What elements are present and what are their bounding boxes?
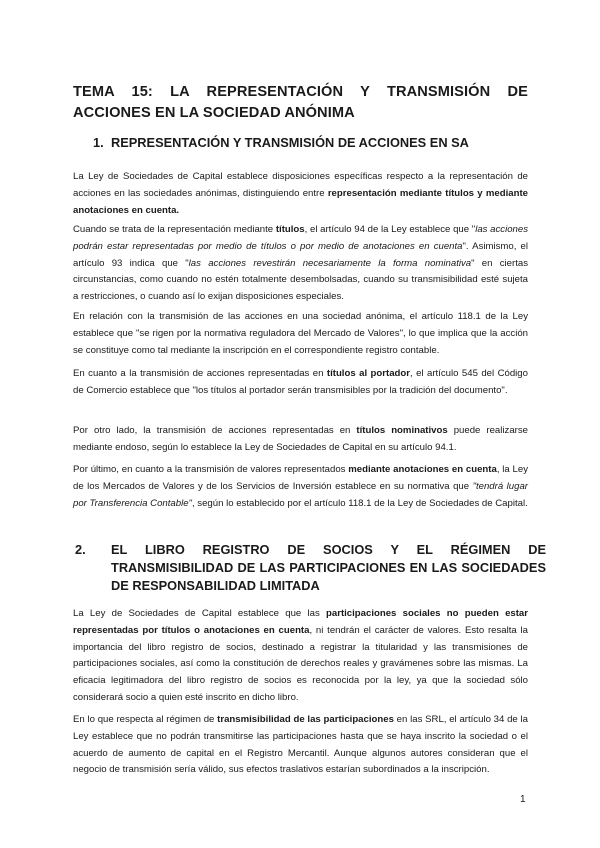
p6-text-c: , la Ley de los Mercados de Valores y de los Servicios de Inversión establece en su normativa que xyxy=(73,464,528,492)
p7-text-c: , ni tendrán el carácter de valores. Esto resalta la importancia del libro registro de socios, destinado a registrar la titularidad y las transmisiones de participaciones sociales, así como la constitución de derechos reales y gravámenes sobre las mismas. La eficacia legitimadora del libro registro de socios es reconocida por la ley, ya que la sociedad sólo considerará socio a quien esté inscrito en dicho libro. xyxy=(73,624,528,703)
p5-bold: títulos nominativos xyxy=(356,425,448,436)
p7-bold: participaciones sociales no pueden estar representadas por títulos o anotaciones en cuenta xyxy=(73,608,529,636)
paragraph-7 xyxy=(73,606,528,707)
section-2-heading xyxy=(75,541,546,595)
section-2-title: EL LIBRO REGISTRO DE SOCIOS Y EL RÉGIMEN DE TRANSMISIBILIDAD DE LAS PARTICIPACIONES EN LAS SOCIEDADES DE RESPONSABILIDAD LIMITADA xyxy=(111,542,546,593)
p6-text-e: , según lo establecido por el artículo 118.1 de la Ley de Sociedades de Capital. xyxy=(191,497,528,509)
p6-text: Por último, en cuanto a la transmisión de valores representados xyxy=(73,464,349,475)
paragraph-3: En relación con la transmisión de las acciones en una sociedad anónima, el artículo 118.1 de la Ley establece que "se rigen por la normativa reguladora del Mercado de Valores", lo que implica que la acción se constituye como tal mediante la inscripción en el correspondiente registro contable. xyxy=(73,311,528,356)
paragraph-4 xyxy=(73,366,528,400)
paragraph-1 xyxy=(73,169,528,219)
p6-italic-quote: "tendrá lugar por Transferencia Contable" xyxy=(73,480,528,509)
paragraph-6 xyxy=(73,462,528,512)
p8-bold: transmisibilidad de las participaciones xyxy=(217,714,394,725)
p2-text-c: , el artículo 94 de la Ley establece que " xyxy=(304,224,476,235)
p2-text-g: " en ciertas circunstancias, como cuando no estén totalmente desembolsadas, cuando su transmisibilidad esté sujeta a restricciones, o cuando así lo exijan disposiciones especiales. xyxy=(73,257,528,303)
p1-text: La Ley de Sociedades de Capital establece disposiciones específicas respecto a la representación de acciones en las sociedades anónimas, distinguiendo entre xyxy=(73,171,528,199)
p2-text-a: Cuando se trata de la representación mediante xyxy=(73,224,276,235)
p4-text: En cuanto a la transmisión de acciones representadas en xyxy=(73,368,327,379)
section-1-title: REPRESENTACIÓN Y TRANSMISIÓN DE ACCIONES EN SA xyxy=(111,135,469,150)
section-1-heading xyxy=(93,134,533,152)
p6-bold: mediante anotaciones en cuenta xyxy=(348,464,497,475)
p2-text-e: ". Asimismo, el artículo 93 indica que " xyxy=(73,240,528,269)
paragraph-5 xyxy=(73,423,528,457)
paragraph-2 xyxy=(73,222,528,306)
p2-bold: títulos xyxy=(275,224,305,235)
p8-text: En lo que respecta al régimen de xyxy=(73,714,218,725)
page-number: 1 xyxy=(520,794,526,805)
paragraph-8 xyxy=(73,712,528,779)
p4-text-c: , el artículo 545 del Código de Comercio establece que "los títulos al portador serán transmisibles por la tradición del documento". xyxy=(73,368,528,396)
p4-bold: títulos al portador xyxy=(326,368,410,379)
p2-italic-quote-2: las acciones revestirán necesariamente la forma nominativa xyxy=(188,257,472,269)
p8-text-c: en las SRL, el artículo 34 de la Ley establece que no podrán transmitirse las participaciones hasta que se haya inscrito la sociedad o el acuerdo de aumento de capital en el Registro Mercantil. Aunque algunos autores consideran que el negocio de transmisión sería válido, sus efectos traslativos estarían subordinados a la inscripción. xyxy=(73,714,528,776)
section-2-number: 2. xyxy=(75,542,86,557)
p2-italic-quote: las acciones podrán estar representadas por medio de títulos o por medio de anotaciones en cuenta xyxy=(73,224,529,252)
p5-text: Por otro lado, la transmisión de acciones representadas en xyxy=(73,425,357,436)
document-title: TEMA 15: LA REPRESENTACIÓN Y TRANSMISIÓN DE ACCIONES EN LA SOCIEDAD ANÓNIMA xyxy=(73,84,528,121)
p7-text: La Ley de Sociedades de Capital establece que las xyxy=(73,608,327,619)
p1-bold: representación mediante títulos y mediante anotaciones en cuenta. xyxy=(73,187,528,216)
section-1-number: 1. xyxy=(93,135,104,150)
p5-text-c: puede realizarse mediante endoso, según lo establece la Ley de Sociedades de Capital en su artículo 94.1. xyxy=(73,425,528,453)
